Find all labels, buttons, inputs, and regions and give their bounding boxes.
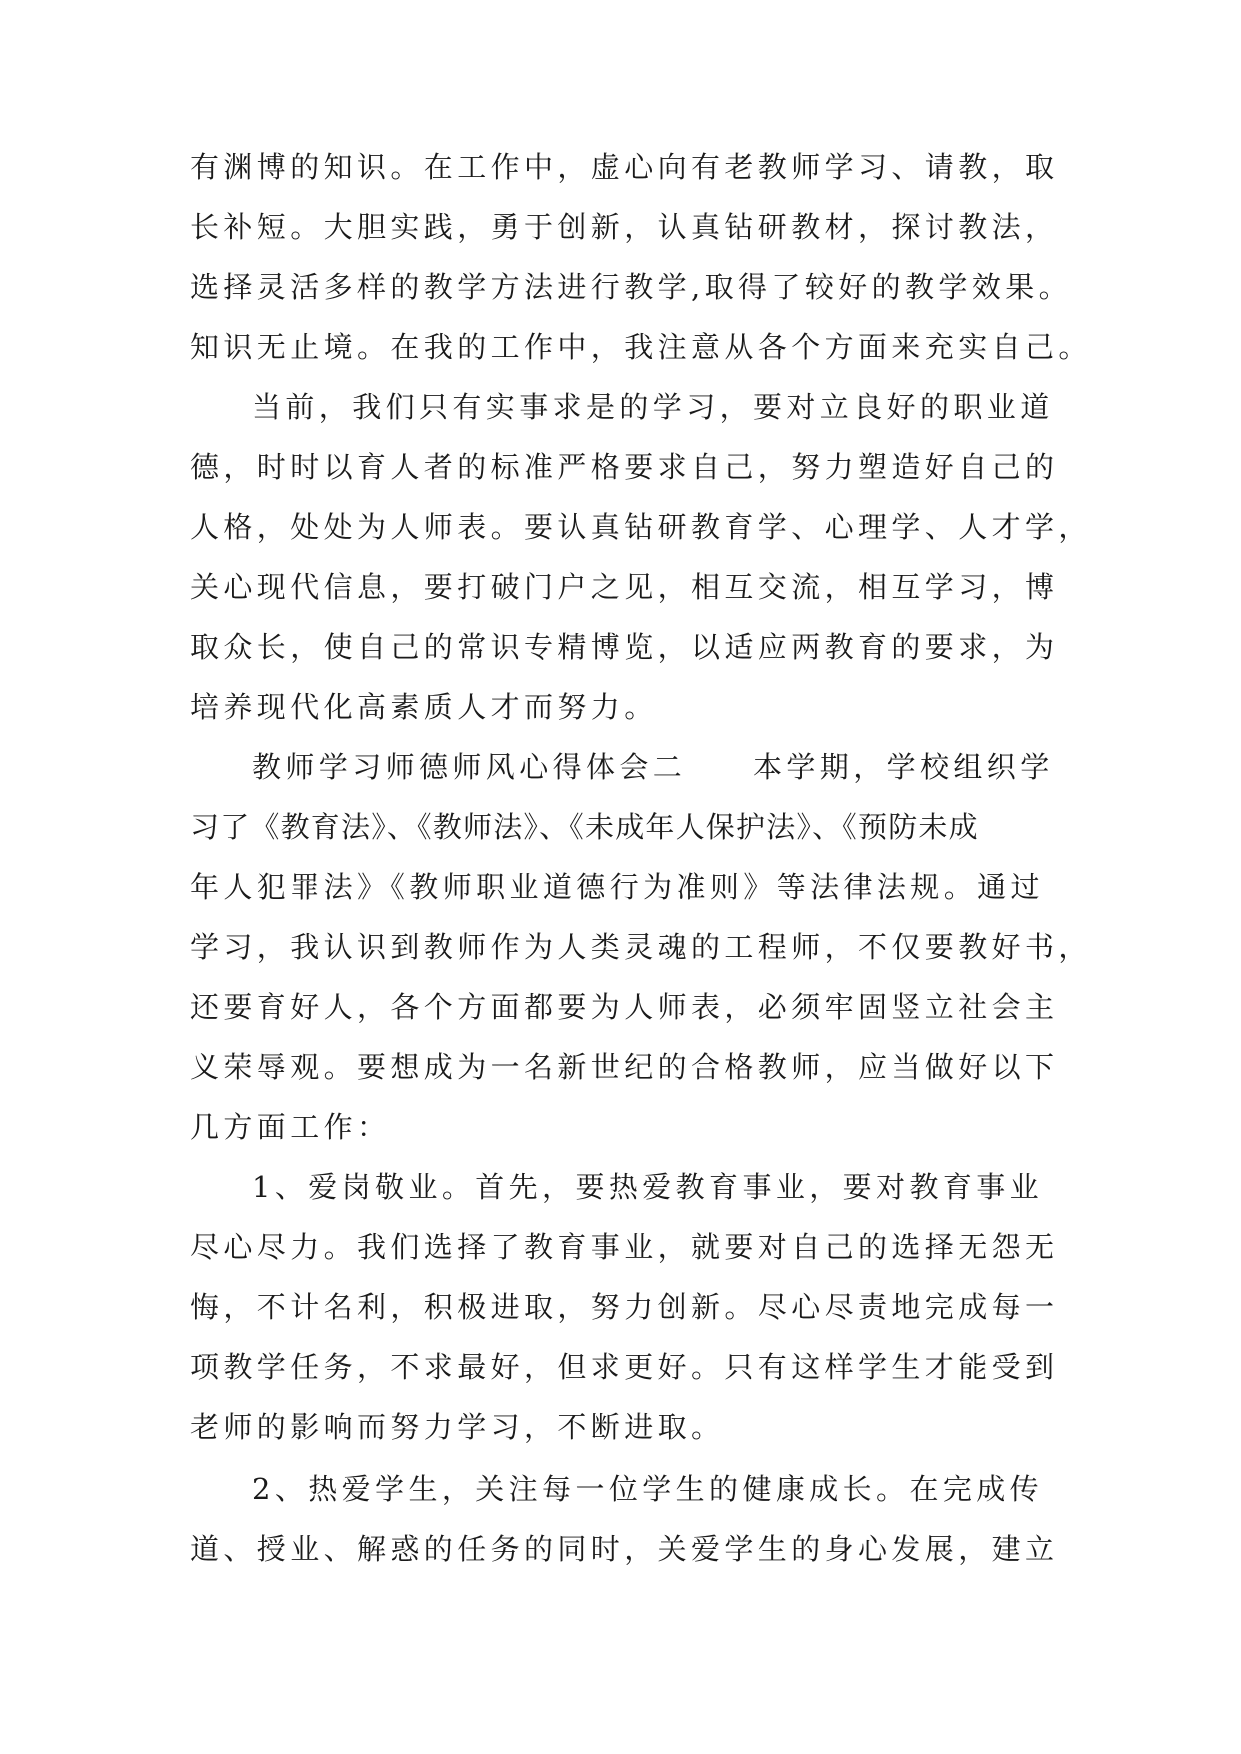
text-line: 项教学任务，不求最好，但求更好。只有这样学生才能受到 bbox=[190, 1350, 1059, 1384]
text-line: 知识无止境。在我的工作中，我注意从各个方面来充实自己。 bbox=[190, 330, 1092, 364]
text-line: 培养现代化高素质人才而努力。 bbox=[190, 690, 658, 724]
text-line: 德，时时以育人者的标准严格要求自己，努力塑造好自己的 bbox=[190, 450, 1059, 484]
text-line: 尽心尽力。我们选择了教育事业，就要对自己的选择无怨无 bbox=[190, 1230, 1059, 1264]
text-line: 人格，处处为人师表。要认真钻研教育学、心理学、人才学， bbox=[190, 510, 1092, 544]
text-line: 义荣辱观。要想成为一名新世纪的合格教师，应当做好以下 bbox=[190, 1050, 1059, 1084]
text-line: 学习，我认识到教师作为人类灵魂的工程师，不仅要教好书， bbox=[190, 930, 1092, 964]
text-line: 教师学习师德师风心得体会二 本学期，学校组织学 bbox=[252, 750, 1054, 784]
text-line: 几方面工作： bbox=[190, 1110, 391, 1144]
text-line: 习了《教育法》、《教师法》、《未成年人保护法》、《预防未成 bbox=[190, 810, 979, 844]
text-line: 道、授业、解惑的任务的同时，关爱学生的身心发展，建立 bbox=[190, 1532, 1059, 1566]
text-line: 悔，不计名利，积极进取，努力创新。尽心尽责地完成每一 bbox=[190, 1290, 1059, 1324]
text-line: 年人犯罪法》《教师职业道德行为准则》等法律法规。通过 bbox=[190, 870, 1044, 904]
text-line: 1、爱岗敬业。首先，要热爱教育事业，要对教育事业 bbox=[252, 1170, 1044, 1204]
text-line: 选择灵活多样的教学方法进行教学,取得了较好的教学效果。 bbox=[190, 270, 1073, 304]
text-line: 取众长，使自己的常识专精博览，以适应两教育的要求，为 bbox=[190, 630, 1059, 664]
text-line: 当前，我们只有实事求是的学习，要对立良好的职业道 bbox=[252, 390, 1054, 424]
text-line: 老师的影响而努力学习，不断进取。 bbox=[190, 1410, 725, 1444]
text-line: 有渊博的知识。在工作中，虚心向有老教师学习、请教，取 bbox=[190, 150, 1059, 184]
text-line: 还要育好人，各个方面都要为人师表，必须牢固竖立社会主 bbox=[190, 990, 1059, 1024]
text-line: 长补短。大胆实践，勇于创新，认真钻研教材，探讨教法， bbox=[190, 210, 1059, 244]
text-line: 2、热爱学生，关注每一位学生的健康成长。在完成传 bbox=[252, 1472, 1044, 1506]
text-line: 关心现代信息，要打破门户之见，相互交流，相互学习，博 bbox=[190, 570, 1059, 604]
